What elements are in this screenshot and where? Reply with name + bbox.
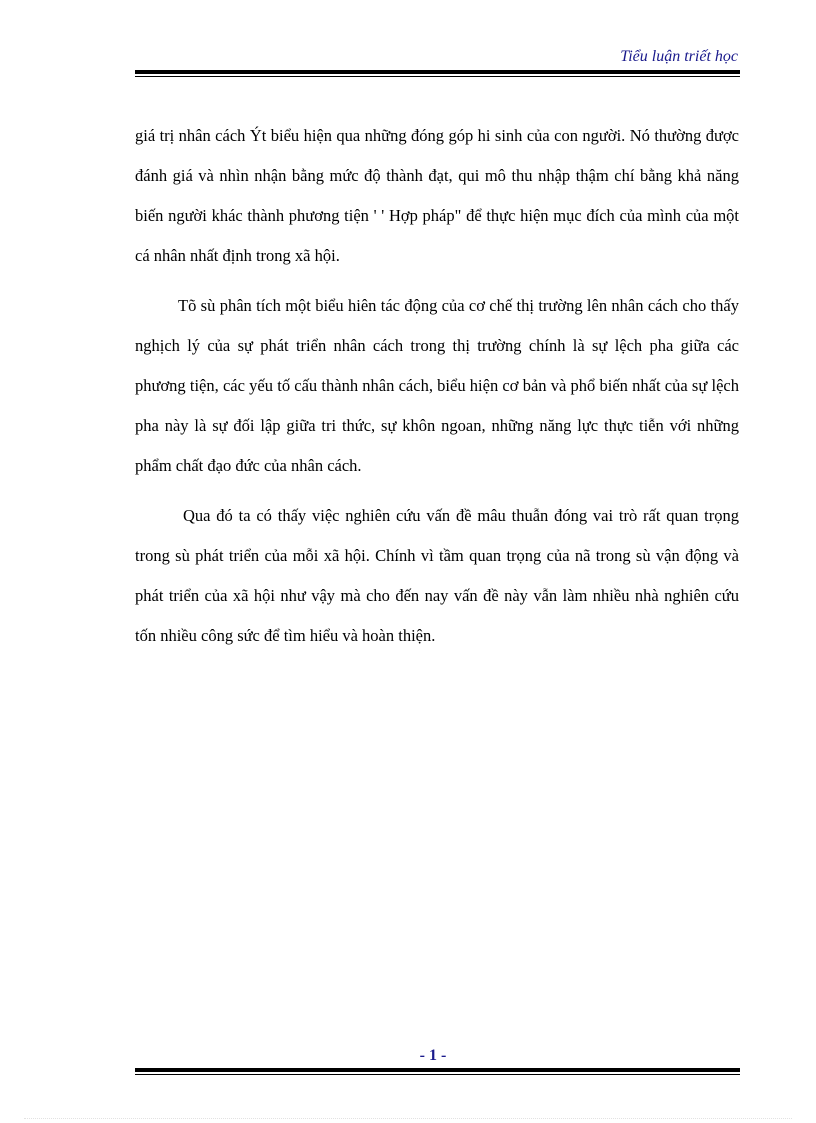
document-body xyxy=(135,116,739,666)
footer-double-rule xyxy=(135,1068,740,1075)
running-header-title: Tiểu luận triết học xyxy=(620,48,738,65)
header-double-rule xyxy=(135,70,740,77)
page-bottom-dotted-line xyxy=(24,1118,792,1119)
page-number: - 1 - xyxy=(419,1047,447,1064)
paragraph-1: giá trị nhân cách Ýt biểu hiện qua những đóng góp hi sinh của con người. Nó thường được đánh giá và nhìn nhận bằng mức độ thành đạt, qui mô thu nhập thậm chí bằng khả năng biến người khác thành phương tiện ' ' Hợp pháp" để thực hiện mục đích của mình của một cá nhân nhất định trong xã hội. xyxy=(135,126,739,265)
paragraph-3: Qua đó ta có thấy việc nghiên cứu vấn đề mâu thuẫn đóng vai trò rất quan trọng trong sù phát triển của mỗi xã hội. Chính vì tầm quan trọng của nã trong sù vận động và phát triển của xã hội như vậy mà cho đến nay vấn đề này vẫn làm nhiều nhà nghiên cứu tốn nhiều công sức để tìm hiểu và hoàn thiện. xyxy=(135,506,739,645)
paragraph-2: Tõ sù phân tích một biểu hiên tác động của cơ chế thị trường lên nhân cách cho thấy nghịch lý của sự phát triển nhân cách trong thị trường chính là sự lệch pha giữa các phương tiện, các yếu tố cấu thành nhân cách, biểu hiện cơ bản và phổ biến nhất của sự lệch pha này là sự đối lập giữa tri thức, sự khôn ngoan, những năng lực thực tiễn với những phẩm chất đạo đức của nhân cách. xyxy=(135,296,739,475)
